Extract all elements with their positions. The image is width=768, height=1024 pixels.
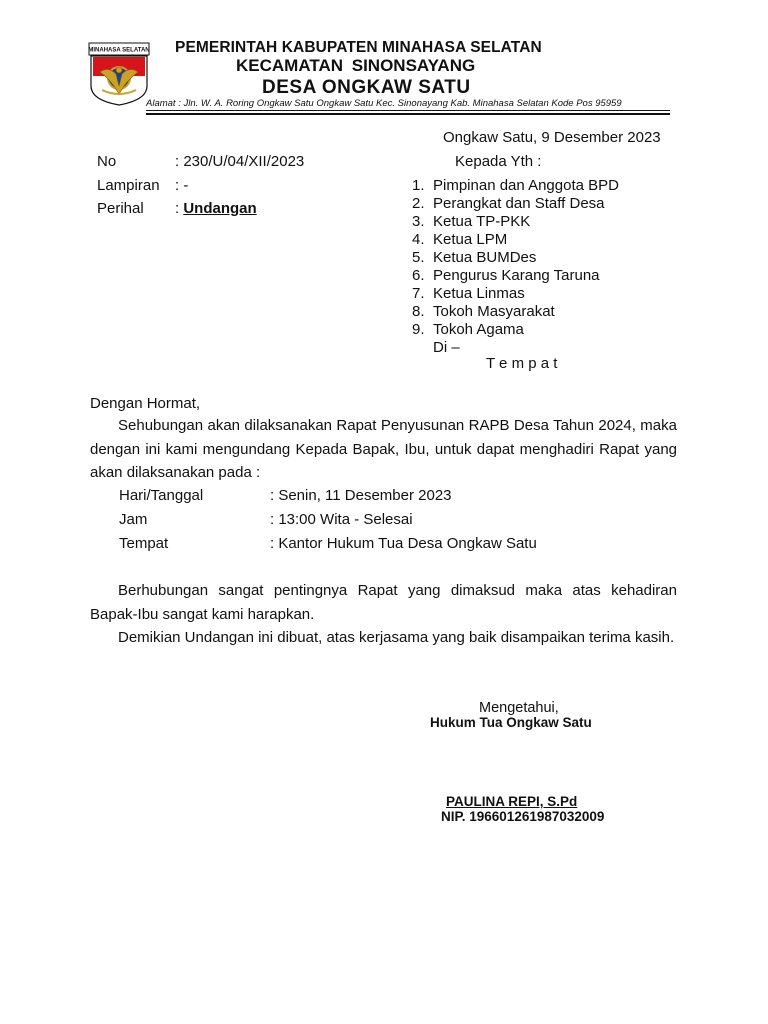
list-item xyxy=(412,267,600,284)
list-item xyxy=(412,177,619,194)
list-item-number: 9. xyxy=(412,321,425,338)
minahasa-selatan-emblem-icon xyxy=(88,42,150,106)
list-item-text: Ketua LPM xyxy=(433,231,508,248)
perihal-value: Undangan xyxy=(183,200,257,217)
paragraph-invitation xyxy=(90,414,677,485)
paragraph-importance xyxy=(90,579,677,626)
list-item-text: Tokoh Masyarakat xyxy=(433,303,555,320)
signature-nip: NIP. 196601261987032009 xyxy=(441,809,605,824)
list-item-number: 6. xyxy=(412,267,425,284)
paragraph-invitation-text: Sehubungan akan dilaksanakan Rapat Penyusunan RAPB Desa Tahun 2024, maka dengan ini kami mengundang Kepada Bapak, Ibu, untuk dapat menghadiri Rapat yang akan dilaksanakan pada : xyxy=(90,417,677,481)
letterhead-address: Alamat : Jln. W. A. Roring Ongkaw Satu Ongkaw Satu Kec. Sinonayang Kab. Minahasa Selatan Kode Pos 95959 xyxy=(146,98,622,109)
list-item xyxy=(412,303,555,320)
detail-value: : Senin, 11 Desember 2023 xyxy=(270,487,452,504)
list-item-text: Ketua BUMDes xyxy=(433,249,537,266)
list-item-number: 2. xyxy=(412,195,425,212)
no-value: : 230/U/04/XII/2023 xyxy=(175,153,305,170)
signature-title: Hukum Tua Ongkaw Satu xyxy=(430,715,592,730)
detail-value: : Kantor Hukum Tua Desa Ongkaw Satu xyxy=(270,535,537,552)
perihal-colon: : xyxy=(175,200,184,217)
list-item-number: 3. xyxy=(412,213,425,230)
recipients-di: Di – xyxy=(433,339,460,356)
list-item-text: Pengurus Karang Taruna xyxy=(433,267,600,284)
list-item-text: Perangkat dan Staff Desa xyxy=(433,195,605,212)
letterhead-district-line: KECAMATAN SINONSAYANG xyxy=(236,56,476,75)
detail-label: Hari/Tanggal xyxy=(119,487,204,504)
no-label: No xyxy=(97,153,117,170)
detail-value: : 13:00 Wita - Selesai xyxy=(270,511,413,528)
list-item-text: Tokoh Agama xyxy=(433,321,524,338)
list-item-text: Pimpinan dan Anggota BPD xyxy=(433,177,619,194)
recipients-tempat: T e m p a t xyxy=(486,355,558,372)
list-item-number: 5. xyxy=(412,249,425,266)
list-item-number: 4. xyxy=(412,231,425,248)
list-item-number: 1. xyxy=(412,177,425,194)
letterhead-government-line: PEMERINTAH KABUPATEN MINAHASA SELATAN xyxy=(175,39,542,56)
list-item xyxy=(412,321,524,338)
lampiran-value: : - xyxy=(175,177,189,194)
letter-date: Ongkaw Satu, 9 Desember 2023 xyxy=(443,129,661,146)
svg-text:MINAHASA SELATAN: MINAHASA SELATAN xyxy=(88,47,150,54)
paragraph-closing-text: Demikian Undangan ini dibuat, atas kerjasama yang baik disampaikan terima kasih. xyxy=(118,629,675,646)
paragraph-closing xyxy=(90,626,677,650)
salutation: Dengan Hormat, xyxy=(90,395,201,412)
letterhead-rule-thick xyxy=(146,113,670,115)
list-item-text: Ketua Linmas xyxy=(433,285,525,302)
perihal-label: Perihal xyxy=(97,200,144,217)
list-item-number: 7. xyxy=(412,285,425,302)
list-item xyxy=(412,213,530,230)
lampiran-label: Lampiran xyxy=(97,177,160,194)
letterhead-rule-thin xyxy=(146,110,670,111)
list-item-text: Ketua TP-PKK xyxy=(433,213,531,230)
list-item xyxy=(412,231,507,248)
list-item xyxy=(412,195,605,212)
list-item-number: 8. xyxy=(412,303,425,320)
signature-mengetahui: Mengetahui, xyxy=(479,700,559,716)
letterhead-village-line: DESA ONGKAW SATU xyxy=(262,77,471,98)
recipients-heading: Kepada Yth : xyxy=(455,153,542,170)
signature-name: PAULINA REPI, S.Pd xyxy=(446,794,578,809)
paragraph-importance-text: Berhubungan sangat pentingnya Rapat yang dimaksud maka atas kehadiran Bapak-Ibu sangat kami harapkan. xyxy=(90,582,677,623)
perihal-value-row xyxy=(175,200,257,217)
list-item xyxy=(412,285,525,302)
detail-label: Jam xyxy=(119,511,148,528)
list-item xyxy=(412,249,536,266)
detail-label: Tempat xyxy=(119,535,169,552)
